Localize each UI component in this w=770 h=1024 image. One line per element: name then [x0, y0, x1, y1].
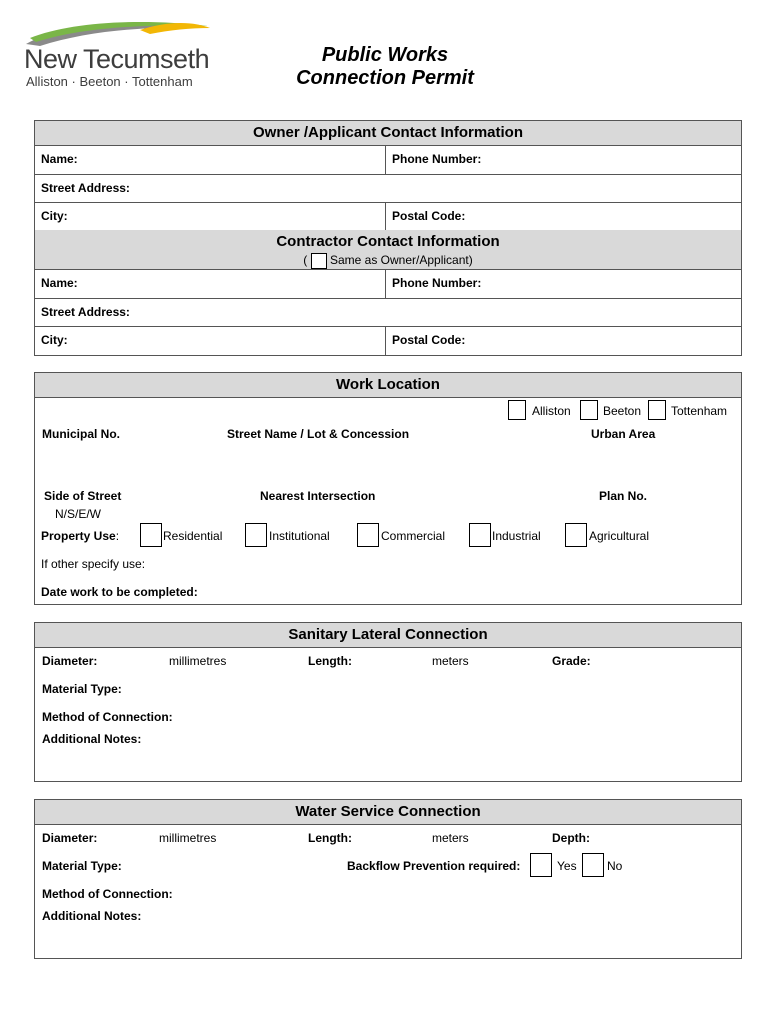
owner-street-label: Street Address: — [41, 181, 130, 195]
water-diameter-label: Diameter: — [42, 831, 98, 845]
water-mm-label: millimetres — [159, 831, 217, 845]
contractor-heading-band — [35, 230, 741, 270]
contractor-city-label: City: — [41, 333, 68, 347]
industrial-checkbox[interactable] — [469, 523, 491, 547]
owner-name-row — [35, 145, 741, 175]
owner-name-label: Name: — [41, 152, 78, 166]
water-method-label: Method of Connection: — [42, 887, 173, 901]
water-meters-label: meters — [432, 831, 469, 845]
commercial-checkbox[interactable] — [357, 523, 379, 547]
institutional-label: Institutional — [269, 529, 330, 543]
water-heading: Water Service Connection — [35, 800, 741, 825]
same-as-owner-checkbox[interactable] — [311, 253, 327, 269]
tottenham-label: Tottenham — [671, 404, 728, 418]
owner-heading: Owner /Applicant Contact Information — [35, 121, 741, 146]
same-as-owner — [35, 252, 741, 268]
sanitary-method-label: Method of Connection: — [42, 710, 173, 724]
contractor-phone-label: Phone Number: — [392, 276, 482, 290]
same-as-owner-label: Same as Owner/Applicant) — [329, 253, 473, 267]
contractor-heading: Contractor Contact Information — [276, 233, 500, 250]
property-use-text: Property Use — [41, 529, 116, 543]
owner-postal-label: Postal Code: — [392, 209, 466, 223]
backflow-no-checkbox[interactable] — [582, 853, 604, 877]
owner-city-row — [35, 202, 741, 231]
date-completed-label: Date work to be completed: — [41, 585, 198, 599]
logo-name: New Tecumseth — [24, 44, 210, 74]
beeton-label: Beeton — [603, 404, 642, 418]
residential-checkbox[interactable] — [140, 523, 162, 547]
sanitary-material-label: Material Type: — [42, 682, 122, 696]
municipal-no-label: Municipal No. — [42, 427, 120, 441]
owner-contractor-section — [34, 120, 742, 356]
page-title-line2: Connection Permit — [296, 67, 474, 89]
beeton-checkbox[interactable] — [580, 400, 598, 420]
owner-street-row — [35, 174, 741, 203]
commercial-label: Commercial — [381, 529, 446, 543]
urban-area-label: Urban Area — [591, 427, 656, 441]
sanitary-heading: Sanitary Lateral Connection — [35, 623, 741, 648]
nsew-label: N/S/E/W — [55, 507, 102, 521]
contractor-city-row — [35, 326, 741, 355]
residential-label: Residential — [163, 529, 223, 543]
industrial-label: Industrial — [492, 529, 541, 543]
sanitary-length-label: Length: — [308, 654, 352, 668]
alliston-checkbox[interactable] — [508, 400, 526, 420]
agricultural-label: Agricultural — [589, 529, 650, 543]
owner-phone-label: Phone Number: — [392, 152, 482, 166]
contractor-street-label: Street Address: — [41, 305, 130, 319]
property-use-colon: : — [115, 529, 120, 543]
side-of-street-label: Side of Street — [44, 489, 122, 503]
sanitary-meters-label: meters — [432, 654, 469, 668]
nearest-intersection-label: Nearest Intersection — [260, 489, 376, 503]
tottenham-checkbox[interactable] — [648, 400, 666, 420]
sanitary-mm-label: millimetres — [169, 654, 227, 668]
backflow-yes-checkbox[interactable] — [530, 853, 552, 877]
contractor-name-label: Name: — [41, 276, 78, 290]
sanitary-diameter-label: Diameter: — [42, 654, 98, 668]
street-lot-label: Street Name / Lot & Concession — [227, 427, 410, 441]
backflow-label: Backflow Prevention required: — [347, 859, 521, 873]
property-use-label — [41, 529, 119, 543]
water-length-label: Length: — [308, 831, 352, 845]
alliston-label: Alliston — [532, 404, 571, 418]
logo-towns: Alliston · Beeton · Tottenham — [26, 74, 193, 89]
same-as-open-paren: ( — [303, 253, 308, 267]
agricultural-checkbox[interactable] — [565, 523, 587, 547]
contractor-street-row — [35, 298, 741, 327]
page-title-line1: Public Works — [321, 44, 449, 66]
institutional-checkbox[interactable] — [245, 523, 267, 547]
sanitary-grade-label: Grade: — [552, 654, 591, 668]
backflow-no-label: No — [607, 859, 623, 873]
water-material-label: Material Type: — [42, 859, 122, 873]
plan-no-label: Plan No. — [599, 489, 648, 503]
backflow-yes-label: Yes — [557, 859, 577, 873]
sanitary-notes-label: Additional Notes: — [42, 732, 142, 746]
contractor-name-row — [35, 269, 741, 299]
water-depth-label: Depth: — [552, 831, 590, 845]
sanitary-section — [34, 622, 742, 782]
work-heading: Work Location — [35, 373, 741, 398]
other-use-label: If other specify use: — [41, 557, 146, 571]
water-section — [34, 799, 742, 959]
owner-city-label: City: — [41, 209, 68, 223]
contractor-postal-label: Postal Code: — [392, 333, 466, 347]
water-notes-label: Additional Notes: — [42, 909, 142, 923]
work-location-section — [34, 372, 742, 605]
